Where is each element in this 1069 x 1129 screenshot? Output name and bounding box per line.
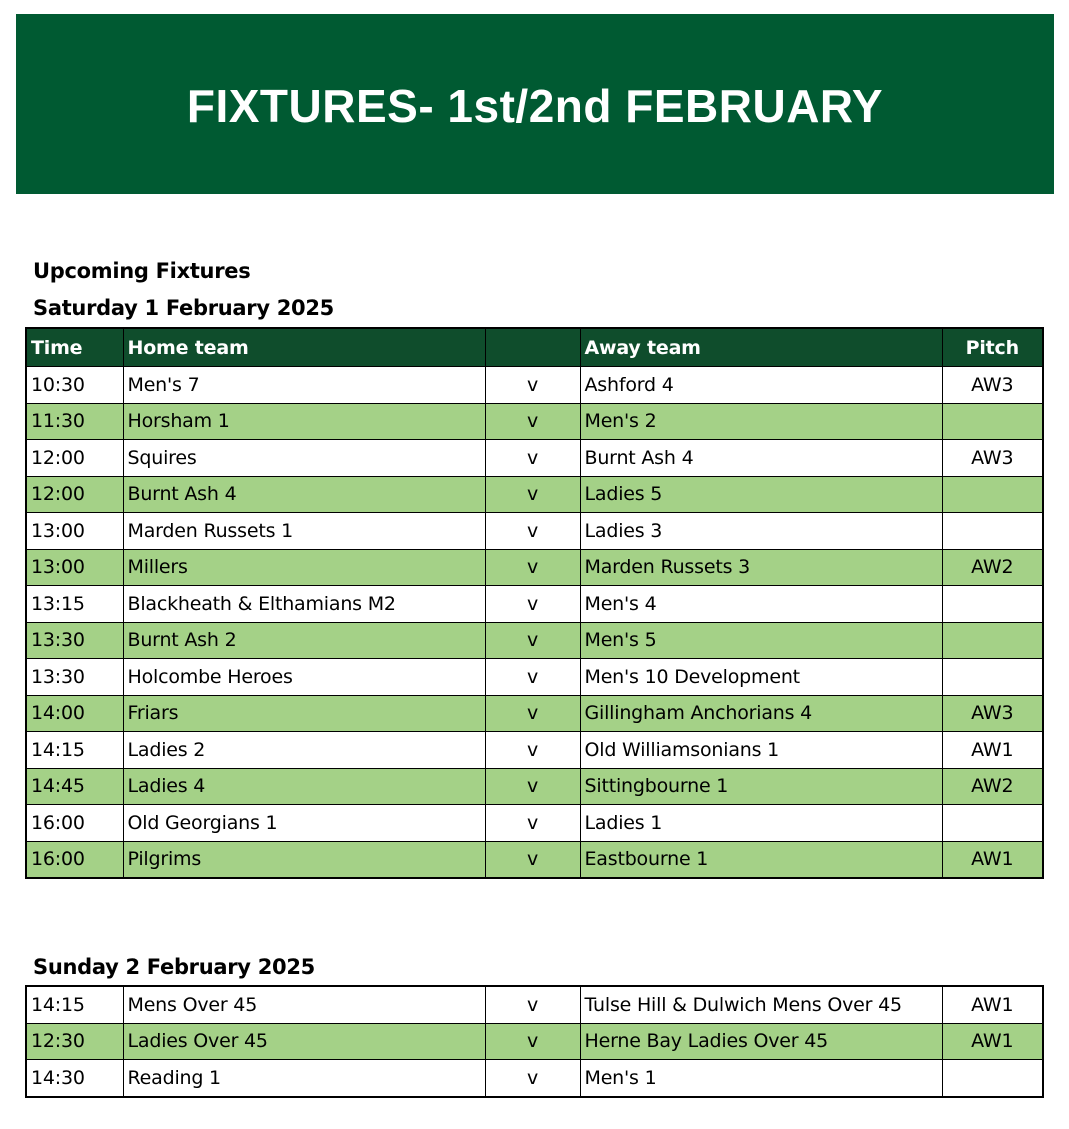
time-cell: 11:30 bbox=[26, 403, 123, 440]
versus-cell: v bbox=[485, 1060, 580, 1097]
time-cell: 16:00 bbox=[26, 841, 123, 878]
time-cell: 13:00 bbox=[26, 513, 123, 550]
away-team-cell: Sittingbourne 1 bbox=[580, 768, 942, 805]
pitch-cell: AW1 bbox=[942, 1023, 1043, 1060]
header-versus bbox=[485, 328, 580, 367]
pitch-cell bbox=[942, 659, 1043, 696]
time-cell: 13:00 bbox=[26, 549, 123, 586]
home-team-cell: Blackheath & Elthamians M2 bbox=[123, 586, 485, 623]
away-team-cell: Gillingham Anchorians 4 bbox=[580, 695, 942, 732]
section-heading: Upcoming Fixtures bbox=[33, 259, 251, 283]
away-team-cell: Herne Bay Ladies Over 45 bbox=[580, 1023, 942, 1060]
pitch-cell bbox=[942, 1060, 1043, 1097]
pitch-cell bbox=[942, 805, 1043, 842]
home-team-cell: Old Georgians 1 bbox=[123, 805, 485, 842]
time-cell: 14:15 bbox=[26, 986, 123, 1023]
saturday-fixtures-table bbox=[25, 327, 1044, 879]
home-team-cell: Ladies 2 bbox=[123, 732, 485, 769]
page-title: FIXTURES- 1st/2nd FEBRUARY bbox=[186, 80, 884, 132]
home-team-cell: Friars bbox=[123, 695, 485, 732]
home-team-cell: Men's 7 bbox=[123, 367, 485, 404]
home-team-cell: Squires bbox=[123, 440, 485, 477]
versus-cell: v bbox=[485, 440, 580, 477]
time-cell: 13:30 bbox=[26, 622, 123, 659]
home-team-cell: Marden Russets 1 bbox=[123, 513, 485, 550]
pitch-cell: AW3 bbox=[942, 695, 1043, 732]
table-row bbox=[26, 367, 1043, 404]
table-row bbox=[26, 403, 1043, 440]
home-team-cell: Ladies Over 45 bbox=[123, 1023, 485, 1060]
pitch-cell: AW1 bbox=[942, 732, 1043, 769]
home-team-cell: Pilgrims bbox=[123, 841, 485, 878]
away-team-cell: Eastbourne 1 bbox=[580, 841, 942, 878]
away-team-cell: Ladies 3 bbox=[580, 513, 942, 550]
table-row bbox=[26, 695, 1043, 732]
pitch-cell: AW2 bbox=[942, 549, 1043, 586]
table-row bbox=[26, 440, 1043, 477]
away-team-cell: Men's 5 bbox=[580, 622, 942, 659]
table-row bbox=[26, 805, 1043, 842]
time-cell: 12:30 bbox=[26, 1023, 123, 1060]
versus-cell: v bbox=[485, 549, 580, 586]
home-team-cell: Burnt Ash 4 bbox=[123, 476, 485, 513]
table-row bbox=[26, 476, 1043, 513]
versus-cell: v bbox=[485, 659, 580, 696]
home-team-cell: Holcombe Heroes bbox=[123, 659, 485, 696]
table-row bbox=[26, 1060, 1043, 1097]
header-pitch: Pitch bbox=[942, 328, 1043, 367]
pitch-cell: AW3 bbox=[942, 367, 1043, 404]
home-team-cell: Reading 1 bbox=[123, 1060, 485, 1097]
table-row bbox=[26, 513, 1043, 550]
home-team-cell: Burnt Ash 2 bbox=[123, 622, 485, 659]
time-cell: 13:30 bbox=[26, 659, 123, 696]
away-team-cell: Burnt Ash 4 bbox=[580, 440, 942, 477]
pitch-cell: AW1 bbox=[942, 841, 1043, 878]
versus-cell: v bbox=[485, 367, 580, 404]
versus-cell: v bbox=[485, 476, 580, 513]
away-team-cell: Ladies 5 bbox=[580, 476, 942, 513]
home-team-cell: Ladies 4 bbox=[123, 768, 485, 805]
table-row bbox=[26, 841, 1043, 878]
versus-cell: v bbox=[485, 695, 580, 732]
versus-cell: v bbox=[485, 513, 580, 550]
table-row bbox=[26, 986, 1043, 1023]
time-cell: 13:15 bbox=[26, 586, 123, 623]
table-row bbox=[26, 768, 1043, 805]
versus-cell: v bbox=[485, 986, 580, 1023]
time-cell: 14:30 bbox=[26, 1060, 123, 1097]
table-header-row bbox=[26, 328, 1043, 367]
home-team-cell: Horsham 1 bbox=[123, 403, 485, 440]
table-row bbox=[26, 622, 1043, 659]
pitch-cell bbox=[942, 476, 1043, 513]
table-row bbox=[26, 732, 1043, 769]
time-cell: 14:45 bbox=[26, 768, 123, 805]
away-team-cell: Ladies 1 bbox=[580, 805, 942, 842]
pitch-cell: AW2 bbox=[942, 768, 1043, 805]
header-home-team: Home team bbox=[123, 328, 485, 367]
versus-cell: v bbox=[485, 805, 580, 842]
away-team-cell: Men's 10 Development bbox=[580, 659, 942, 696]
pitch-cell: AW3 bbox=[942, 440, 1043, 477]
table-row bbox=[26, 1023, 1043, 1060]
home-team-cell: Millers bbox=[123, 549, 485, 586]
time-cell: 12:00 bbox=[26, 440, 123, 477]
versus-cell: v bbox=[485, 768, 580, 805]
pitch-cell: AW1 bbox=[942, 986, 1043, 1023]
saturday-date-heading: Saturday 1 February 2025 bbox=[33, 296, 334, 320]
table-row bbox=[26, 586, 1043, 623]
pitch-cell bbox=[942, 622, 1043, 659]
header-away-team: Away team bbox=[580, 328, 942, 367]
versus-cell: v bbox=[485, 586, 580, 623]
versus-cell: v bbox=[485, 622, 580, 659]
pitch-cell bbox=[942, 403, 1043, 440]
title-banner bbox=[16, 14, 1054, 194]
pitch-cell bbox=[942, 513, 1043, 550]
away-team-cell: Tulse Hill & Dulwich Mens Over 45 bbox=[580, 986, 942, 1023]
pitch-cell bbox=[942, 586, 1043, 623]
versus-cell: v bbox=[485, 732, 580, 769]
sunday-date-heading: Sunday 2 February 2025 bbox=[33, 955, 315, 979]
time-cell: 12:00 bbox=[26, 476, 123, 513]
time-cell: 10:30 bbox=[26, 367, 123, 404]
time-cell: 14:15 bbox=[26, 732, 123, 769]
away-team-cell: Old Williamsonians 1 bbox=[580, 732, 942, 769]
away-team-cell: Men's 2 bbox=[580, 403, 942, 440]
time-cell: 16:00 bbox=[26, 805, 123, 842]
versus-cell: v bbox=[485, 841, 580, 878]
away-team-cell: Marden Russets 3 bbox=[580, 549, 942, 586]
away-team-cell: Men's 1 bbox=[580, 1060, 942, 1097]
time-cell: 14:00 bbox=[26, 695, 123, 732]
table-row bbox=[26, 659, 1043, 696]
sunday-fixtures-table bbox=[25, 985, 1044, 1098]
home-team-cell: Mens Over 45 bbox=[123, 986, 485, 1023]
table-row bbox=[26, 549, 1043, 586]
away-team-cell: Ashford 4 bbox=[580, 367, 942, 404]
versus-cell: v bbox=[485, 1023, 580, 1060]
header-time: Time bbox=[26, 328, 123, 367]
versus-cell: v bbox=[485, 403, 580, 440]
away-team-cell: Men's 4 bbox=[580, 586, 942, 623]
